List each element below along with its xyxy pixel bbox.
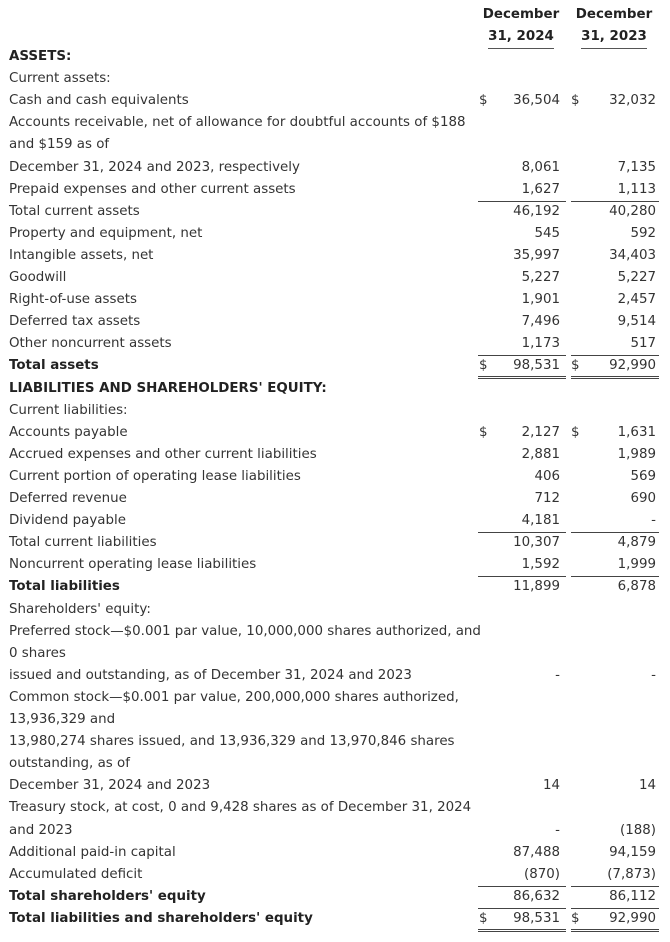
row-label: Common stock—$0.001 par value, 200,000,000 shares authorized, (9, 689, 459, 705)
table-row (0, 576, 670, 598)
value-2024: 1,592 (521, 557, 560, 573)
value-2023: 92,990 (609, 910, 656, 926)
subtotal-rule (571, 576, 659, 577)
value-2024: 1,901 (521, 292, 560, 308)
value-2024: 7,496 (521, 314, 560, 330)
row-label: Goodwill (9, 270, 67, 285)
currency-symbol-2024: $ (479, 93, 488, 109)
table-row (0, 179, 670, 201)
row-label: Total assets (9, 358, 99, 374)
row-label: December 31, 2024 and 2023 (9, 778, 211, 794)
currency-symbol-2024: $ (479, 358, 488, 374)
value-2024: 2,881 (521, 446, 560, 462)
table-row (0, 488, 670, 510)
value-2023: 34,403 (609, 247, 656, 263)
value-2024: - (555, 822, 560, 838)
table-row (0, 665, 670, 687)
value-2024: 8,061 (521, 159, 560, 175)
table-row (0, 245, 670, 267)
row-label: Property and equipment, net (9, 225, 203, 241)
row-label: Noncurrent operating lease liabilities (9, 557, 257, 573)
row-label: Accounts receivable, net of allowance for doubtful accounts of $188 (9, 115, 466, 131)
table-row (0, 842, 670, 864)
row-label: Deferred tax assets (9, 314, 141, 330)
total-double-rule (478, 931, 566, 932)
table-row (0, 510, 670, 532)
value-2023: 690 (630, 491, 656, 506)
table-row (0, 68, 670, 90)
column-header-2024 (478, 4, 564, 49)
table-row (0, 820, 670, 842)
table-row (0, 112, 670, 134)
currency-symbol-2024: $ (479, 424, 488, 440)
value-2024: 2,127 (521, 424, 560, 440)
table-row (0, 223, 670, 245)
table-row (0, 400, 670, 422)
value-2024: 10,307 (513, 535, 560, 551)
subtotal-rule (571, 355, 659, 356)
table-row (0, 775, 670, 797)
total-double-rule (571, 929, 659, 930)
row-label: outstanding, as of (9, 756, 130, 772)
value-2024: - (555, 667, 560, 683)
row-label: Total shareholders' equity (9, 888, 206, 904)
value-2023: 9,514 (617, 314, 656, 330)
column-header-2023 (571, 4, 657, 49)
value-2023: (7,873) (607, 866, 656, 882)
subtotal-rule (478, 355, 566, 356)
subtotal-rule (571, 886, 659, 887)
row-label: and 2023 (9, 822, 73, 838)
value-2023: 14 (638, 778, 656, 794)
row-label: Preferred stock—$0.001 par value, 10,000,000 shares authorized, and (9, 623, 481, 639)
table-row (0, 90, 670, 112)
row-label: Current portion of operating lease liabilities (9, 468, 301, 484)
value-2023: 1,631 (617, 424, 656, 440)
total-double-rule (571, 931, 659, 932)
row-label: and $159 as of (9, 137, 110, 153)
value-2023: 5,227 (617, 270, 656, 285)
currency-symbol-2023: $ (571, 424, 580, 440)
row-label: Total liabilities and shareholders' equity (9, 910, 313, 926)
value-2024: 1,173 (521, 336, 560, 352)
currency-symbol-2023: $ (571, 93, 580, 109)
value-2024: 46,192 (513, 203, 560, 219)
row-label: Current assets: (9, 71, 111, 87)
row-label: Accrued expenses and other current liabilities (9, 446, 317, 462)
table-row (0, 378, 670, 400)
value-2024: 87,488 (513, 844, 560, 860)
subtotal-rule (571, 532, 659, 533)
table-row (0, 267, 670, 289)
subtotal-rule (478, 576, 566, 577)
value-2023: 40,280 (609, 203, 656, 219)
value-2023: 32,032 (609, 93, 656, 109)
value-2024: 1,627 (521, 181, 560, 197)
table-row (0, 444, 670, 466)
subtotal-rule (478, 532, 566, 533)
table-row (0, 864, 670, 886)
value-2023: (188) (619, 822, 656, 838)
value-2023: 92,990 (609, 358, 656, 374)
column-header-2023-line1: December (575, 7, 653, 22)
value-2024: 86,632 (513, 888, 560, 904)
row-label: Accounts payable (9, 424, 128, 440)
value-2023: 2,457 (617, 292, 656, 308)
row-label: 0 shares (9, 645, 66, 661)
table-row (0, 797, 670, 819)
subtotal-rule (478, 908, 566, 909)
table-row (0, 532, 670, 554)
table-row (0, 289, 670, 311)
value-2023: 517 (630, 336, 656, 352)
row-label: Intangible assets, net (9, 247, 154, 263)
table-row (0, 886, 670, 908)
row-label: Current liabilities: (9, 402, 128, 418)
value-2023: 1,113 (617, 181, 656, 197)
row-label: Additional paid-in capital (9, 844, 176, 860)
value-2023: 86,112 (609, 888, 656, 904)
row-label: Prepaid expenses and other current assets (9, 181, 296, 197)
row-label: Total current liabilities (9, 535, 157, 551)
subtotal-rule (571, 201, 659, 202)
value-2024: 712 (534, 491, 560, 506)
subtotal-rule (478, 886, 566, 887)
table-row (0, 134, 670, 156)
value-2024: 14 (542, 778, 560, 794)
value-2024: 98,531 (513, 358, 560, 374)
table-row (0, 311, 670, 333)
table-row (0, 157, 670, 179)
value-2023: 1,999 (617, 557, 656, 573)
value-2023: - (651, 513, 656, 529)
value-2024: (870) (523, 866, 560, 882)
row-label: Total liabilities (9, 579, 120, 595)
table-row (0, 643, 670, 665)
value-2023: - (651, 667, 656, 683)
value-2024: 4,181 (521, 513, 560, 529)
value-2024: 35,997 (513, 247, 560, 263)
row-label: ASSETS: (9, 49, 72, 64)
row-label: Treasury stock, at cost, 0 and 9,428 shares as of December 31, 2024 (9, 800, 472, 816)
table-row (0, 753, 670, 775)
table-row (0, 687, 670, 709)
row-label: Deferred revenue (9, 491, 127, 506)
table-row (0, 333, 670, 355)
row-label: 13,980,274 shares issued, and 13,936,329 and 13,970,846 shares (9, 734, 455, 750)
table-row (0, 621, 670, 643)
table-row (0, 908, 670, 930)
currency-symbol-2023: $ (571, 358, 580, 374)
row-label: issued and outstanding, as of December 31, 2024 and 2023 (9, 667, 412, 683)
row-label: Dividend payable (9, 513, 126, 529)
value-2023: 1,989 (617, 446, 656, 462)
value-2023: 7,135 (617, 159, 656, 175)
value-2023: 4,879 (617, 535, 656, 551)
value-2023: 6,878 (617, 579, 656, 595)
table-row (0, 731, 670, 753)
table-row (0, 466, 670, 488)
table-row (0, 201, 670, 223)
table-row (0, 599, 670, 621)
column-header-2024-line1: December (482, 7, 560, 22)
value-2023: 94,159 (609, 844, 656, 860)
currency-symbol-2023: $ (571, 910, 580, 926)
row-label: Right-of-use assets (9, 292, 137, 308)
value-2024: 5,227 (521, 270, 560, 285)
value-2024: 36,504 (513, 93, 560, 109)
currency-symbol-2024: $ (479, 910, 488, 926)
table-row (0, 709, 670, 731)
row-label: Accumulated deficit (9, 866, 143, 882)
value-2024: 11,899 (513, 579, 560, 595)
value-2023: 569 (630, 468, 656, 484)
value-2024: 545 (534, 225, 560, 241)
table-row (0, 554, 670, 576)
row-label: Total current assets (9, 203, 140, 219)
value-2023: 592 (630, 225, 656, 241)
value-2024: 406 (534, 468, 560, 484)
table-row (0, 422, 670, 444)
row-label: Cash and cash equivalents (9, 93, 189, 109)
row-label: Shareholders' equity: (9, 601, 151, 617)
table-row (0, 46, 670, 68)
row-label: LIABILITIES AND SHAREHOLDERS' EQUITY: (9, 380, 327, 396)
row-label: Other noncurrent assets (9, 336, 172, 352)
total-double-rule (478, 929, 566, 930)
row-label: December 31, 2024 and 2023, respectively (9, 159, 300, 175)
row-label: 13,936,329 and (9, 712, 116, 727)
table-row (0, 355, 670, 377)
value-2024: 98,531 (513, 910, 560, 926)
column-header-2024-line2: 31, 2024 (488, 26, 554, 49)
subtotal-rule (478, 201, 566, 202)
column-header-2023-line2: 31, 2023 (581, 26, 647, 49)
subtotal-rule (571, 908, 659, 909)
